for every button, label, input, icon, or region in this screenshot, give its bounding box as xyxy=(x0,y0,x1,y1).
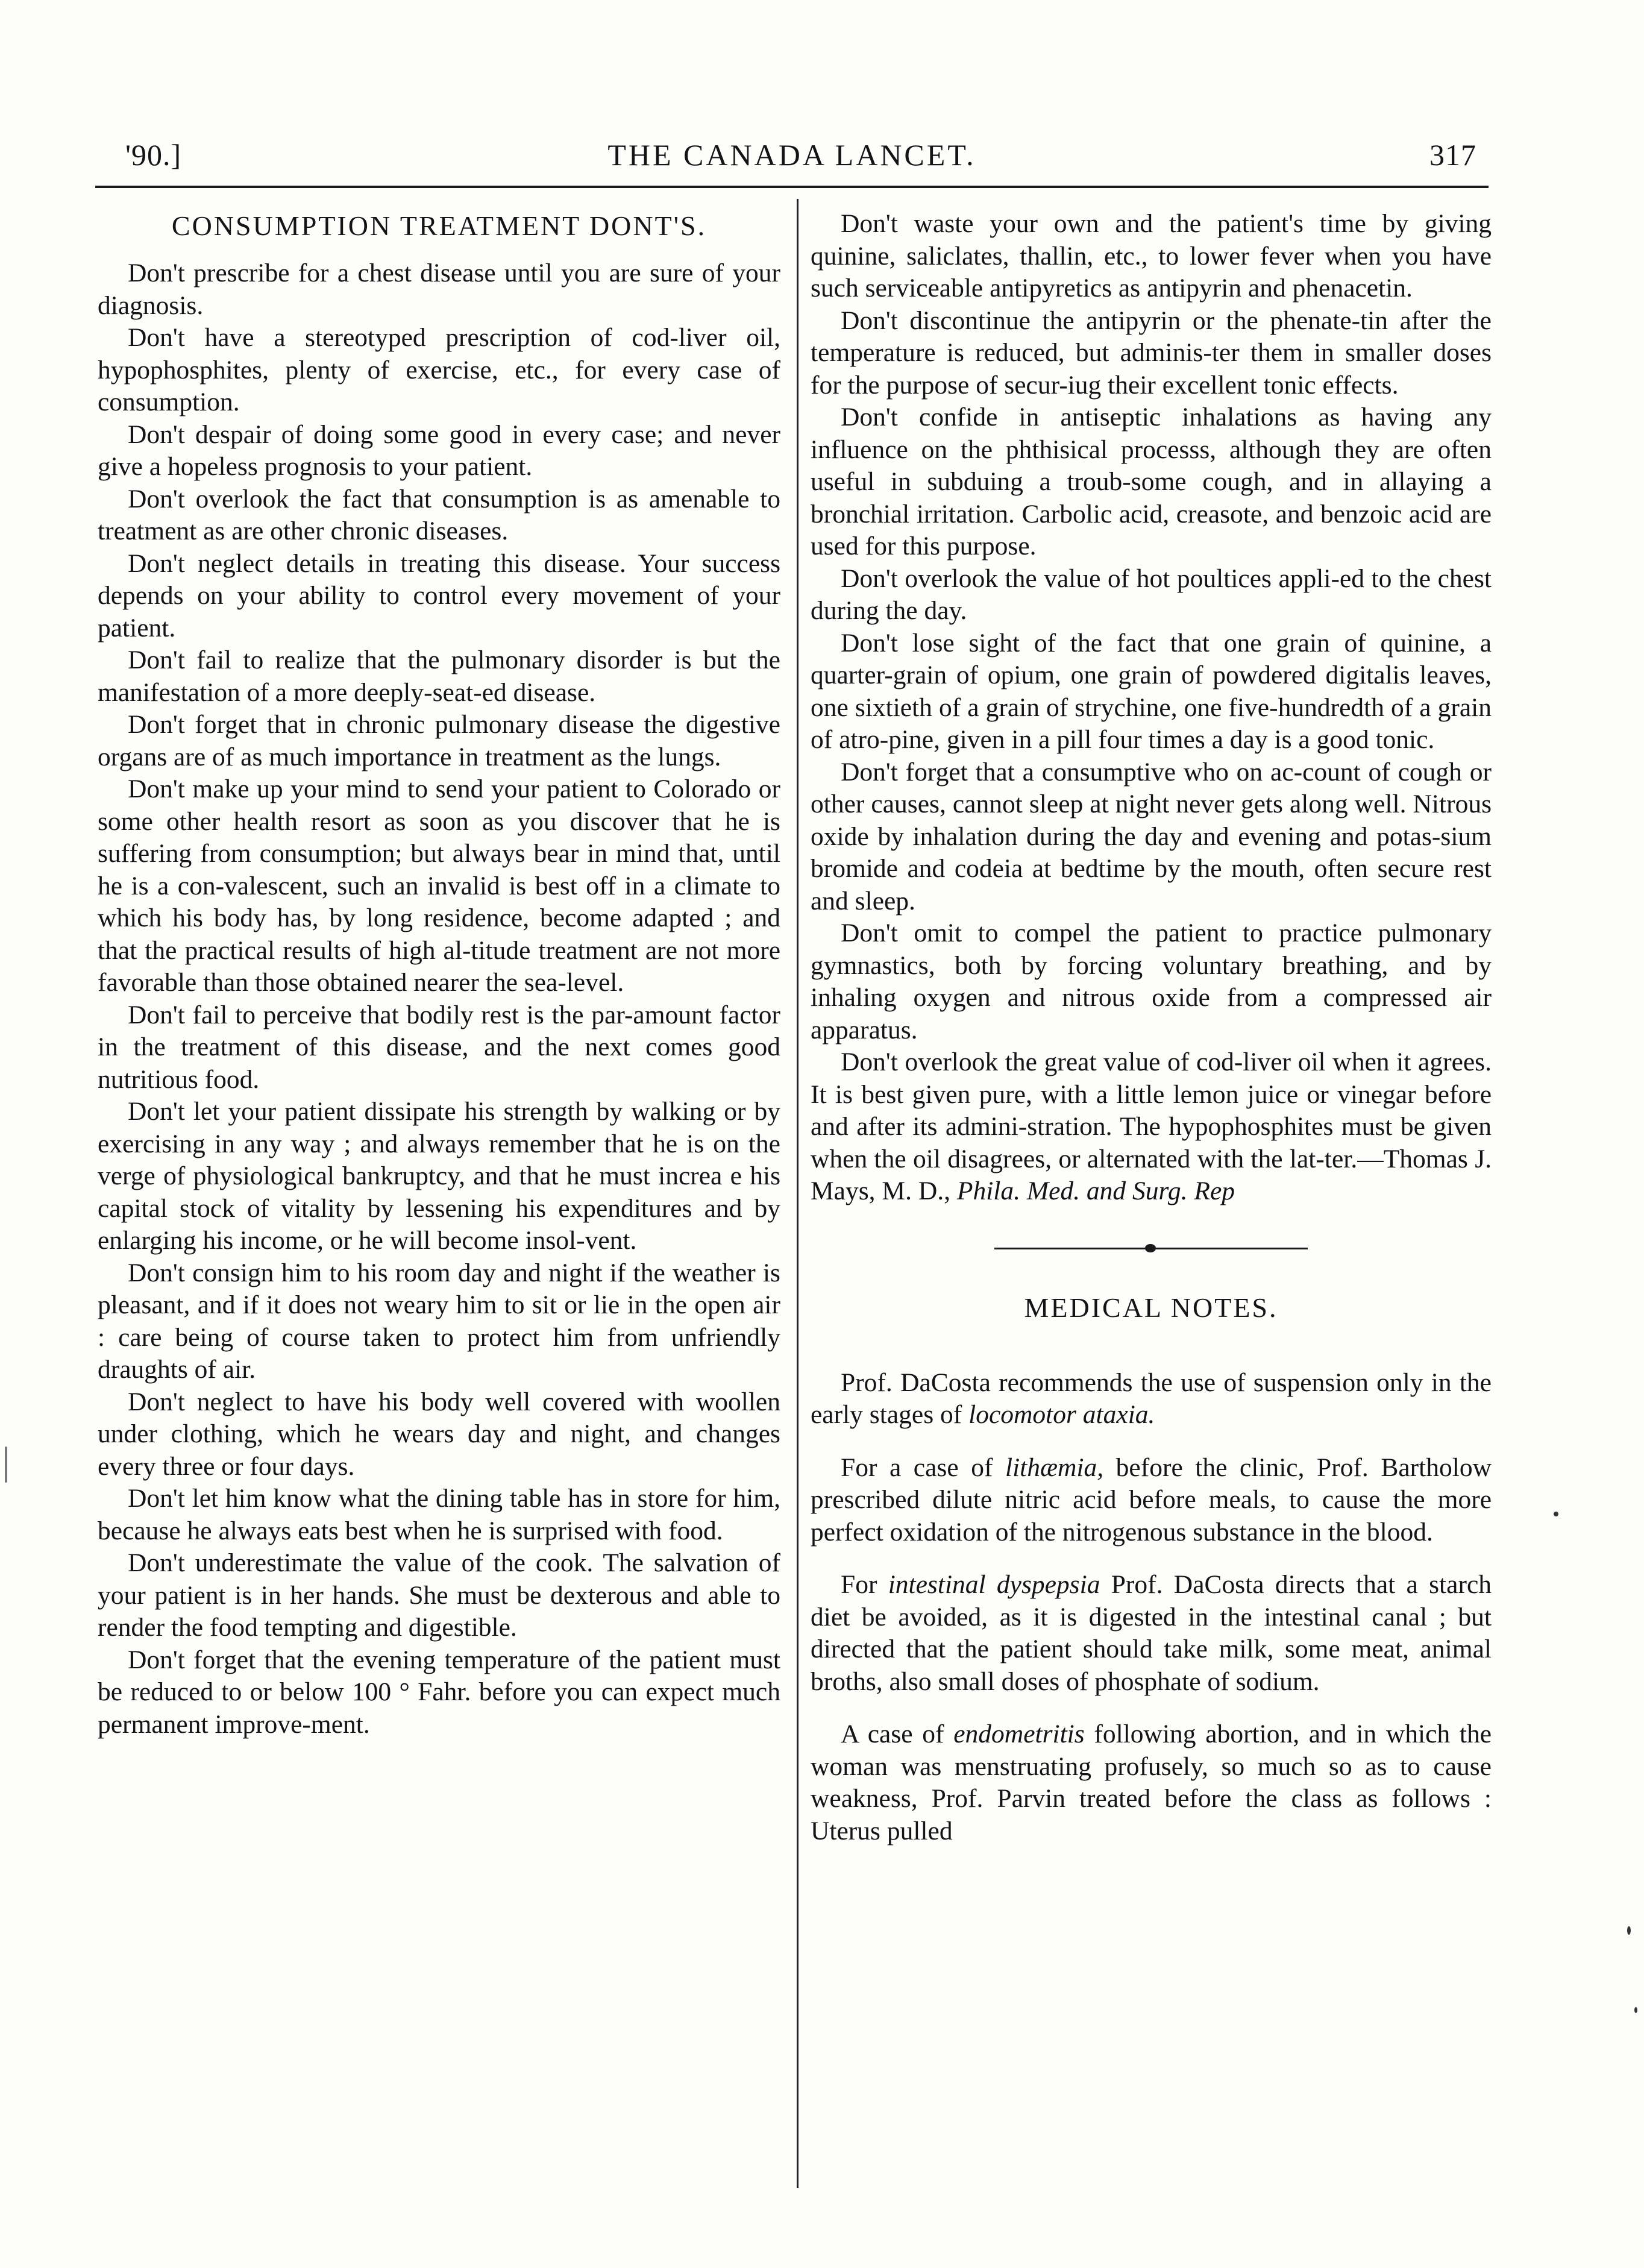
note-text: For a case of xyxy=(841,1453,1005,1482)
dont-paragraph: Don't overlook the fact that consumption is as amenable to treatment as are other chronic diseases. xyxy=(98,484,780,545)
dont-paragraph: Don't discontinue the antipyrin or the phenate-tin after the temperature is reduced, but adminis-ter them in smaller doses for the purpose of secur-iug their excellent tonic effects. xyxy=(811,306,1492,400)
article-title: CONSUMPTION TREATMENT DONT'S. xyxy=(171,210,707,241)
dont-paragraph: Don't have a stereotyped prescription of cod-liver oil, hypophosphites, plenty of exercise, etc., for every case of consumption. xyxy=(98,323,780,416)
ornament-dot xyxy=(1145,1244,1156,1252)
dont-paragraph: Don't make up your mind to send your patient to Colorado or some other health resort as soon as you discover that he is suffering from consumption; but always bear in mind that, until he is a con-valescent, such an invalid is best off in a climate to which his body has, by long residence, become adapted ; and that the practical results of high al-titude treatment are not more favorable than those obtained nearer the sea-level. xyxy=(98,774,780,997)
scan-speck xyxy=(1554,1512,1558,1516)
dont-paragraph: Don't forget that in chronic pulmonary disease the digestive organs are of as much importance in treatment as the lungs. xyxy=(98,710,780,771)
dont-paragraph-with-citation xyxy=(811,1046,1492,1208)
note-text: A case of xyxy=(841,1720,954,1748)
dont-text: Don't overlook the great value of cod-liver oil when it agrees. It is best given pure, with a little lemon juice or vinegar before and after its admini-stration. The hypophosphites must be given when the oil disagrees, or alternated with the lat-ter.—Thomas J. Mays, M. D., xyxy=(811,1048,1492,1205)
dont-paragraph: Don't forget that a consumptive who on ac-count of cough or other causes, cannot sleep at night never gets along well. Nitrous oxide by inhalation during the day and evening and potas-sium bromide and codeia at bedtime by the mouth, often secure rest and sleep. xyxy=(811,757,1492,916)
note-text: following abortion, and in which the woman was menstruating profusely, so much so as to cause weakness, Prof. Parvin treated before the class as follows : Uterus pulled xyxy=(811,1720,1492,1845)
note-text: Prof. DaCosta recommends the use of suspension only in the early stages of xyxy=(811,1368,1492,1429)
medical-notes-title: MEDICAL NOTES. xyxy=(1024,1292,1278,1323)
dont-paragraph: Don't confide in antiseptic inhalations as having any influence on the phthisical processs, although they are often useful in subduing a troub-some cough, and in allaying a bronchial irritation. Carbolic acid, creasote, and benzoic acid are used for this purpose. xyxy=(811,403,1492,561)
dont-paragraph: Don't consign him to his room day and night if the weather is pleasant, and if it does not weary him to sit or lie in the open air : care being of course taken to protect him from unfriendly draughts of air. xyxy=(98,1258,780,1384)
dont-paragraph: Don't waste your own and the patient's time by giving quinine, saliclates, thallin, etc., to lower fever when you have such serviceable antipyretics as antipyrin and phenacetin. xyxy=(811,209,1492,303)
dont-paragraph: Don't despair of doing some good in every case; and never give a hopeless prognosis to your patient. xyxy=(98,419,780,481)
left-column xyxy=(98,208,780,1741)
dont-paragraph: Don't prescribe for a chest disease until you are sure of your diagnosis. xyxy=(98,259,780,320)
citation-source: Phila. Med. and Surg. Rep xyxy=(956,1176,1235,1205)
dont-paragraph: Don't overlook the value of hot poultices appli-ed to the chest during the day. xyxy=(811,564,1492,625)
section-ornament xyxy=(994,1245,1308,1251)
running-header xyxy=(95,137,1489,186)
dont-paragraph: Don't neglect details in treating this disease. Your success depends on your ability to control every movement of your patient. xyxy=(98,548,780,642)
right-column xyxy=(811,208,1492,1868)
note-paragraph xyxy=(811,1452,1492,1549)
note-paragraph xyxy=(811,1367,1492,1431)
dont-paragraph: Don't omit to compel the patient to practice pulmonary gymnastics, both by forcing voluntary breathing, and by inhaling oxygen and nitrous oxide from a compressed air apparatus. xyxy=(811,919,1492,1044)
medical-notes xyxy=(811,1367,1492,1848)
dont-paragraph: Don't let him know what the dining table has in store for him, because he always eats best when he is surprised with food. xyxy=(98,1484,780,1545)
note-text: before the clinic, Prof. Bartholow prescribed dilute nitric acid before meals, to cause the more perfect oxidation of the nitrogenous substance in the blood. xyxy=(811,1453,1492,1547)
dont-paragraph: Don't neglect to have his body well covered with woollen under clothing, which he wears day and night, and changes every three or four days. xyxy=(98,1387,780,1481)
dont-paragraph: Don't fail to realize that the pulmonary disorder is but the manifestation of a more deeply-seat-ed disease. xyxy=(98,646,780,707)
note-term: intestinal dyspepsia xyxy=(888,1570,1100,1599)
scan-speck xyxy=(1627,1926,1631,1935)
page-number: 317 xyxy=(1429,138,1476,172)
note-paragraph xyxy=(811,1569,1492,1698)
dont-paragraph: Don't forget that the evening temperature of the patient must be reduced to or below 100 ° Fahr. before you can expect much permanent improve-ment. xyxy=(98,1645,780,1739)
dont-paragraph: Don't underestimate the value of the cook. The salvation of your patient is in her hands. She must be dexterous and able to render the food tempting and digestible. xyxy=(98,1548,780,1642)
journal-title: THE CANADA LANCET. xyxy=(607,138,976,172)
dont-paragraph: Don't lose sight of the fact that one grain of quinine, a quarter-grain of opium, one grain of powdered digitalis leaves, one sixtieth of a grain of strychine, one five-hundredth of a grain of atro-pine, given in a pill four times a day is a good tonic. xyxy=(811,628,1492,754)
dont-paragraph: Don't fail to perceive that bodily rest is the par-amount factor in the treatment of this disease, and the next comes good nutritious food. xyxy=(98,1000,780,1094)
note-term: lithæmia, xyxy=(1005,1453,1104,1482)
volume-year: '90.] xyxy=(125,138,182,172)
note-text: For xyxy=(841,1570,888,1599)
note-text: Prof. DaCosta directs that a starch diet be avoided, as it is digested in the intestinal canal ; but directed that the patient should take milk, some meat, animal broths, also small doses of phosphate of sodium. xyxy=(811,1570,1492,1696)
dont-paragraph: Don't let your patient dissipate his strength by walking or by exercising in any way ; and always remember that he is on the verge of physiological bankruptcy, and that he must increa e his capital stock of vitality by lessening his expenditures and by enlarging his income, or he will become insol-vent. xyxy=(98,1097,780,1255)
note-term: endometritis xyxy=(953,1720,1085,1748)
column-divider xyxy=(797,199,798,2188)
header-rule xyxy=(95,186,1489,188)
note-term: locomotor ataxia. xyxy=(968,1400,1155,1429)
scan-speck xyxy=(1634,2007,1637,2013)
scan-speck xyxy=(5,1447,7,1483)
note-paragraph xyxy=(811,1718,1492,1847)
